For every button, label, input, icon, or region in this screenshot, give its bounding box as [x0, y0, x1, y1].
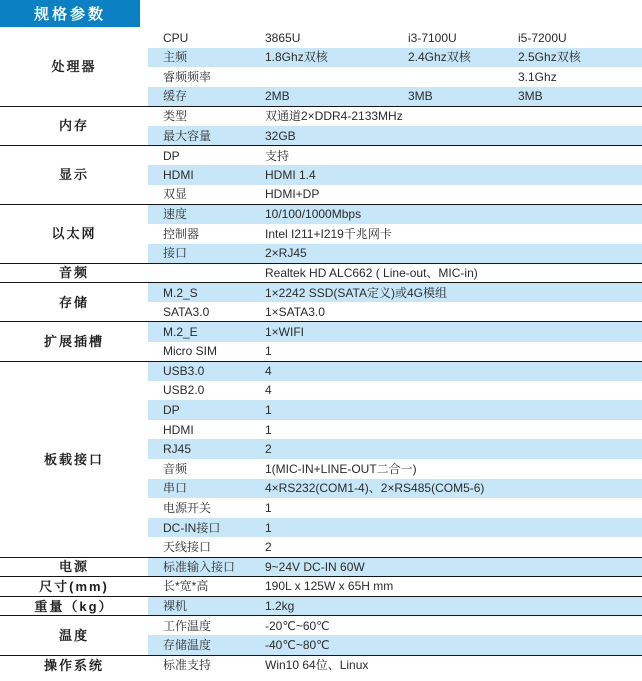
- spec-item-value: 1×2242 SSD(SATA定义)或4G模组: [263, 283, 642, 303]
- category-cell: 以太网: [0, 204, 148, 263]
- spec-table-body: [0, 28, 642, 675]
- spec-item-value: 2×RJ45: [263, 244, 642, 264]
- spec-item-label: CPU: [148, 28, 263, 48]
- spec-item-value: HDMI 1.4: [263, 165, 642, 185]
- spec-item-value: 4: [263, 361, 642, 381]
- category-cell: 音频: [0, 263, 148, 283]
- spec-item-label: USB3.0: [148, 361, 263, 381]
- table-row: [0, 106, 642, 126]
- spec-item-value: 2: [263, 439, 642, 459]
- spec-item-value: Realtek HD ALC662 ( Line-out、MIC-in): [263, 263, 642, 283]
- table-row: [0, 655, 642, 675]
- spec-item-value: 10/100/1000Mbps: [263, 204, 642, 224]
- spec-item-label: M.2_E: [148, 322, 263, 342]
- spec-item-value: -40℃~80℃: [263, 635, 642, 655]
- spec-item-value: 1: [263, 400, 642, 420]
- table-row: [0, 361, 642, 381]
- spec-item-label: [148, 263, 263, 283]
- spec-item-value: 1×SATA3.0: [263, 302, 642, 322]
- spec-item-label: HDMI: [148, 420, 263, 440]
- spec-item-label: 工作温度: [148, 616, 263, 636]
- spec-item-value: 190L x 125W x 65H mm: [263, 577, 642, 597]
- spec-item-label: USB2.0: [148, 381, 263, 401]
- section-title-badge: [0, 0, 140, 27]
- spec-item-label: 主频: [148, 48, 263, 68]
- spec-item-value: 1.2kg: [263, 596, 642, 616]
- category-cell: 尺寸(mm): [0, 577, 148, 597]
- spec-item-value-col1: 2MB: [263, 87, 406, 107]
- spec-item-value-col1: [263, 67, 406, 87]
- spec-item-value: 1: [263, 498, 642, 518]
- spec-item-value: 1×WIFI: [263, 322, 642, 342]
- spec-item-value: 1: [263, 518, 642, 538]
- category-cell: 重量（kg）: [0, 596, 148, 616]
- spec-item-label: 控制器: [148, 224, 263, 244]
- page-title: 规格参数: [33, 6, 106, 23]
- category-cell: 电源: [0, 557, 148, 577]
- spec-item-value: Intel I211+I219千兆网卡: [263, 224, 642, 244]
- spec-item-label: SATA3.0: [148, 302, 263, 322]
- spec-item-value: 支持: [263, 146, 642, 166]
- spec-item-label: M.2_S: [148, 283, 263, 303]
- spec-item-label: RJ45: [148, 439, 263, 459]
- spec-item-label: 接口: [148, 244, 263, 264]
- spec-item-value: 9~24V DC-IN 60W: [263, 557, 642, 577]
- spec-item-value-col3: 3.1Ghz: [516, 67, 642, 87]
- spec-item-label: DP: [148, 146, 263, 166]
- spec-item-value-col3: 2.5Ghz双核: [516, 48, 642, 68]
- spec-item-label: 存储温度: [148, 635, 263, 655]
- spec-item-value: Win10 64位、Linux: [263, 655, 642, 675]
- spec-item-label: 音频: [148, 459, 263, 479]
- spec-item-value: 32GB: [263, 126, 642, 146]
- spec-item-label: 类型: [148, 106, 263, 126]
- table-row: [0, 146, 642, 166]
- spec-item-label: 缓存: [148, 87, 263, 107]
- spec-item-value-col3: i5-7200U: [516, 28, 642, 48]
- spec-item-value-col3: 3MB: [516, 87, 642, 107]
- spec-item-label: 电源开关: [148, 498, 263, 518]
- spec-item-label: DC-IN接口: [148, 518, 263, 538]
- category-cell: 温度: [0, 616, 148, 655]
- spec-item-label: 标准输入接口: [148, 557, 263, 577]
- spec-item-value: 4: [263, 381, 642, 401]
- spec-item-value-col2: [406, 67, 516, 87]
- spec-item-value-col2: 3MB: [406, 87, 516, 107]
- spec-item-value: HDMI+DP: [263, 185, 642, 205]
- spec-item-value: 1: [263, 420, 642, 440]
- spec-item-value-col2: 2.4Ghz双核: [406, 48, 516, 68]
- spec-item-label: 睿频频率: [148, 67, 263, 87]
- spec-item-label: 标准支持: [148, 655, 263, 675]
- spec-item-label: HDMI: [148, 165, 263, 185]
- category-cell: 存储: [0, 283, 148, 322]
- spec-item-label: 速度: [148, 204, 263, 224]
- spec-item-value-col2: i3-7100U: [406, 28, 516, 48]
- table-row: [0, 616, 642, 636]
- category-cell: 板载接口: [0, 361, 148, 557]
- spec-item-label: 串口: [148, 479, 263, 499]
- table-row: [0, 577, 642, 597]
- spec-item-label: 双显: [148, 185, 263, 205]
- spec-item-value-col1: 3865U: [263, 28, 406, 48]
- category-cell: 显示: [0, 146, 148, 205]
- table-row: [0, 204, 642, 224]
- category-cell: 扩展插槽: [0, 322, 148, 361]
- spec-item-value: -20℃~60℃: [263, 616, 642, 636]
- spec-item-label: 裸机: [148, 596, 263, 616]
- table-row: [0, 263, 642, 283]
- table-row: [0, 322, 642, 342]
- spec-item-value-col1: 1.8Ghz双核: [263, 48, 406, 68]
- spec-item-label: DP: [148, 400, 263, 420]
- spec-item-value: 4×RS232(COM1-4)、2×RS485(COM5-6): [263, 479, 642, 499]
- spec-item-value: 1(MIC-IN+LINE-OUT二合一): [263, 459, 642, 479]
- spec-item-value: 双通道2×DDR4-2133MHz: [263, 106, 642, 126]
- spec-item-label: 天线接口: [148, 537, 263, 557]
- spec-item-value: 1: [263, 342, 642, 362]
- spec-item-label: 长*宽*高: [148, 577, 263, 597]
- table-row: [0, 283, 642, 303]
- spec-item-label: Micro SIM: [148, 342, 263, 362]
- spec-item-label: 最大容量: [148, 126, 263, 146]
- category-cell: 处理器: [0, 28, 148, 106]
- table-row: [0, 596, 642, 616]
- category-cell: 内存: [0, 106, 148, 145]
- spec-item-value: 2: [263, 537, 642, 557]
- category-cell: 操作系统: [0, 655, 148, 675]
- table-row: [0, 557, 642, 577]
- spec-table: [0, 28, 642, 675]
- table-row: [0, 28, 642, 48]
